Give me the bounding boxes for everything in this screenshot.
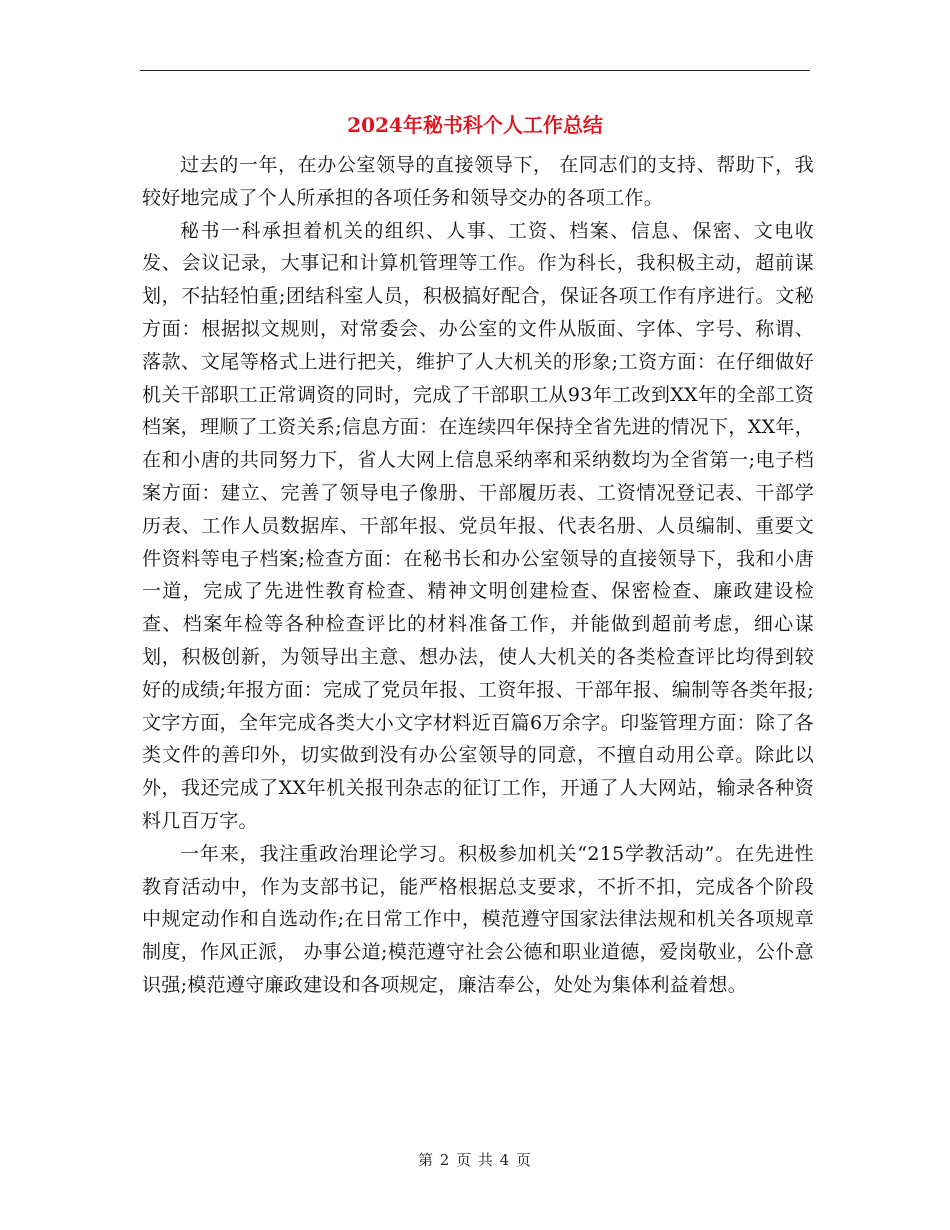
paragraph-intro: 过去的一年，在办公室领导的直接领导下， 在同志们的支持、帮助下，我较好地完成了个人所承担的各项任务和领导交办的各项工作。: [142, 154, 814, 209]
document-body: [142, 149, 814, 1002]
document-title: 2024年秘书科个人工作总结: [347, 113, 603, 137]
paragraph-study: 一年来，我注重政治理论学习。积极参加机关“215学教活动”。在先进性教育活动中，作为支部书记，能严格根据总支要求，不折不扣，完成各个阶段中规定动作和自选动作;在日常工作中，模范遵守国家法律法规和机关各项规章制度，作风正派， 办事公道;模范遵守社会公德和职业道德，爱岗敬业，公仆意识强;模范遵守廉政建设和各项规定，廉洁奉公，处处为集体利益着想。: [142, 842, 814, 996]
header-rule: [140, 70, 810, 71]
page-footer: 第 2 页 共 4 页: [418, 1151, 532, 1169]
paragraph-duties: 秘书一科承担着机关的组织、人事、工资、档案、信息、保密、文电收发、会议记录，大事记和计算机管理等工作。作为科长，我积极主动，超前谋划，不拈轻怕重;团结科室人员，积极搞好配合，保证各项工作有序进行。文秘方面：根据拟文规则，对常委会、办公室的文件从版面、字体、字号、称谓、落款、文尾等格式上进行把关，维护了人大机关的形象;工资方面：在仔细做好机关干部职工正常调资的同时，完成了干部职工从93年工改到XX年的全部工资档案，理顺了工资关系;信息方面：在连续四年保持全省先进的情况下，XX年，在和小唐的共同努力下，省人大网上信息采纳率和采纳数均为全省第一;电子档案方面：建立、完善了领导电子像册、干部履历表、工资情况登记表、干部学历表、工作人员数据库、干部年报、党员年报、代表名册、人员编制、重要文件资料等电子档案;检查方面：在秘书长和办公室领导的直接领导下，我和小唐一道，完成了先进性教育检查、精神文明创建检查、保密检查、廉政建设检查、档案年检等各种检查评比的材料准备工作，并能做到超前考虑，细心谋划，积极创新，为领导出主意、想办法，使人大机关的各类检查评比均得到较好的成绩;年报方面：完成了党员年报、工资年报、干部年报、编制等各类年报;文字方面，全年完成各类大小文字材料近百篇6万余字。印鉴管理方面：除了各类文件的善印外，切实做到没有办公室领导的同意，不擅自动用公章。除此以外，我还完成了XX年机关报刊杂志的征订工作，开通了人大网站，输录各种资料几百万字。: [142, 219, 814, 832]
